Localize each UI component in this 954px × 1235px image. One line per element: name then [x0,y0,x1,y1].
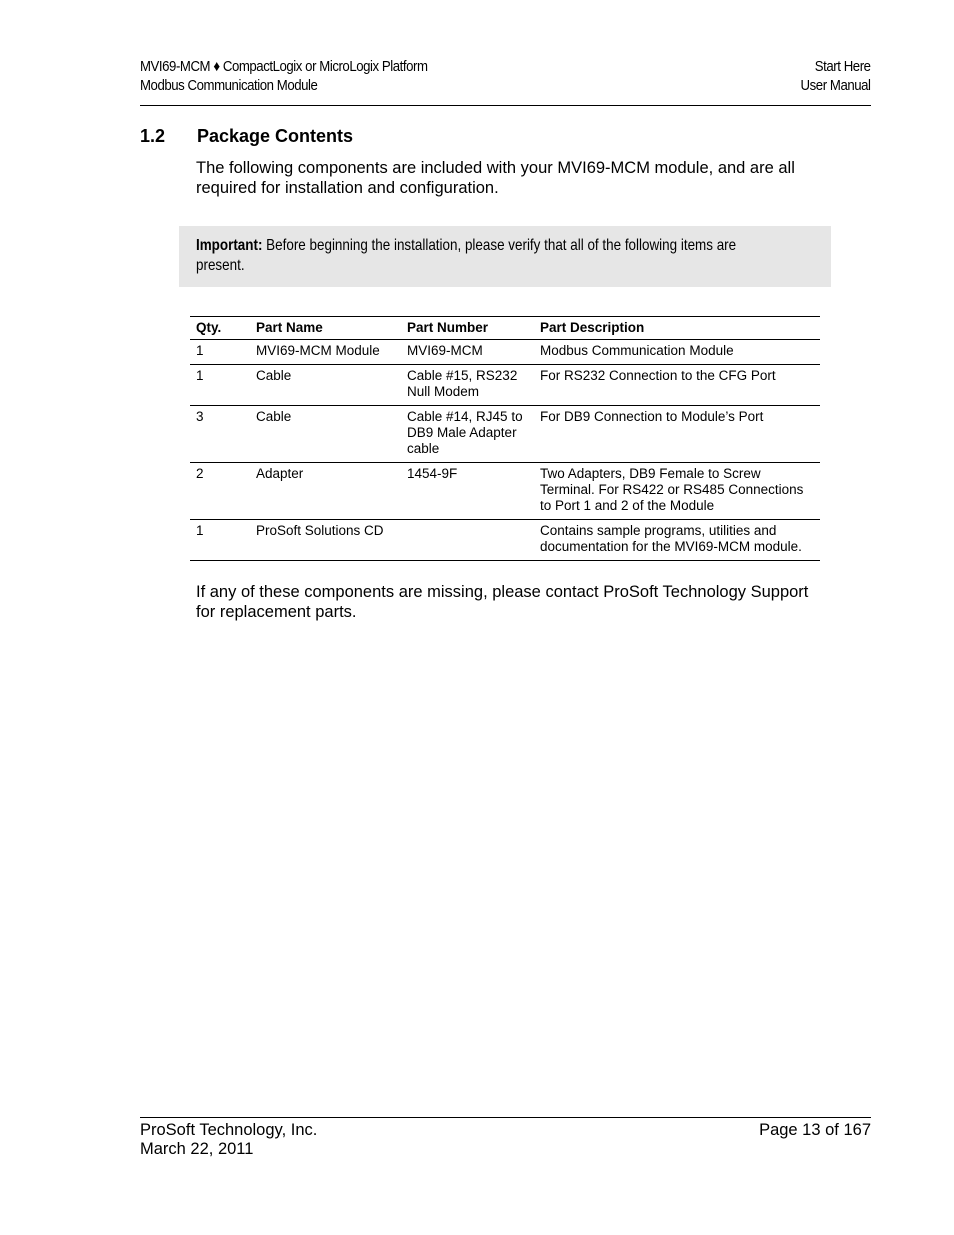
footer-right [759,1121,871,1140]
important-label: Important: [196,237,263,254]
important-note [179,226,831,287]
cell-part-number: Cable #14, RJ45 to DB9 Male Adapter cable [401,406,534,463]
cell-part-description: For RS232 Connection to the CFG Port [534,365,820,406]
header-part-name: Part Name [250,317,401,340]
cell-part-description: Modbus Communication Module [534,340,820,365]
header-product-title: MVI69-MCM ♦ CompactLogix or MicroLogix Platform [140,58,428,75]
header-right [791,57,871,95]
package-contents-table [190,316,820,561]
cell-part-description: Two Adapters, DB9 Female to Screw Terminal. For RS422 or RS485 Connections to Port 1 and 2 of the Module [534,463,820,520]
header-module-name: Modbus Communication Module [140,77,318,94]
section-heading [140,126,353,147]
cell-part-name: MVI69-MCM Module [250,340,401,365]
footer-company: ProSoft Technology, Inc. [140,1121,318,1139]
table-row [190,463,820,520]
cell-qty: 1 [190,365,250,406]
cell-part-name: Cable [250,406,401,463]
header-chapter: Start Here [815,58,871,75]
cell-part-description: For DB9 Connection to Module’s Port [534,406,820,463]
header-doc-type: User Manual [800,77,871,94]
footer-page-number: Page 13 of 167 [759,1121,871,1139]
header-part-description: Part Description [534,317,820,340]
cell-part-number: Cable #15, RS232 Null Modem [401,365,534,406]
cell-part-number [401,520,534,561]
cell-part-number: MVI69-MCM [401,340,534,365]
header-left [140,57,467,95]
cell-part-number: 1454-9F [401,463,534,520]
outro-paragraph: If any of these components are missing, please contact ProSoft Technology Support for replacement parts. [196,583,809,621]
footer-left [140,1121,317,1159]
cell-qty: 1 [190,520,250,561]
cell-qty: 2 [190,463,250,520]
table-row [190,365,820,406]
page-footer [140,1117,871,1158]
important-note-text [196,236,784,276]
cell-qty: 3 [190,406,250,463]
table-row [190,340,820,365]
cell-part-name: Adapter [250,463,401,520]
important-body: Before beginning the installation, please verify that all of the following items are present. [196,237,737,274]
table-row [190,406,820,463]
cell-part-description: Contains sample programs, utilities and documentation for the MVI69-MCM module. [534,520,820,561]
intro-paragraph: The following components are included with your MVI69-MCM module, and are all required for installation and configuration. [196,159,795,197]
table-row [190,520,820,561]
header-qty: Qty. [190,317,250,340]
table-header-row [190,317,820,340]
cell-part-name: ProSoft Solutions CD [250,520,401,561]
section-title: Package Contents [197,126,354,146]
cell-qty: 1 [190,340,250,365]
header-part-number: Part Number [401,317,534,340]
cell-part-name: Cable [250,365,401,406]
page-header [140,57,871,106]
section-number: 1.2 [140,126,166,146]
footer-date: March 22, 2011 [140,1140,254,1158]
